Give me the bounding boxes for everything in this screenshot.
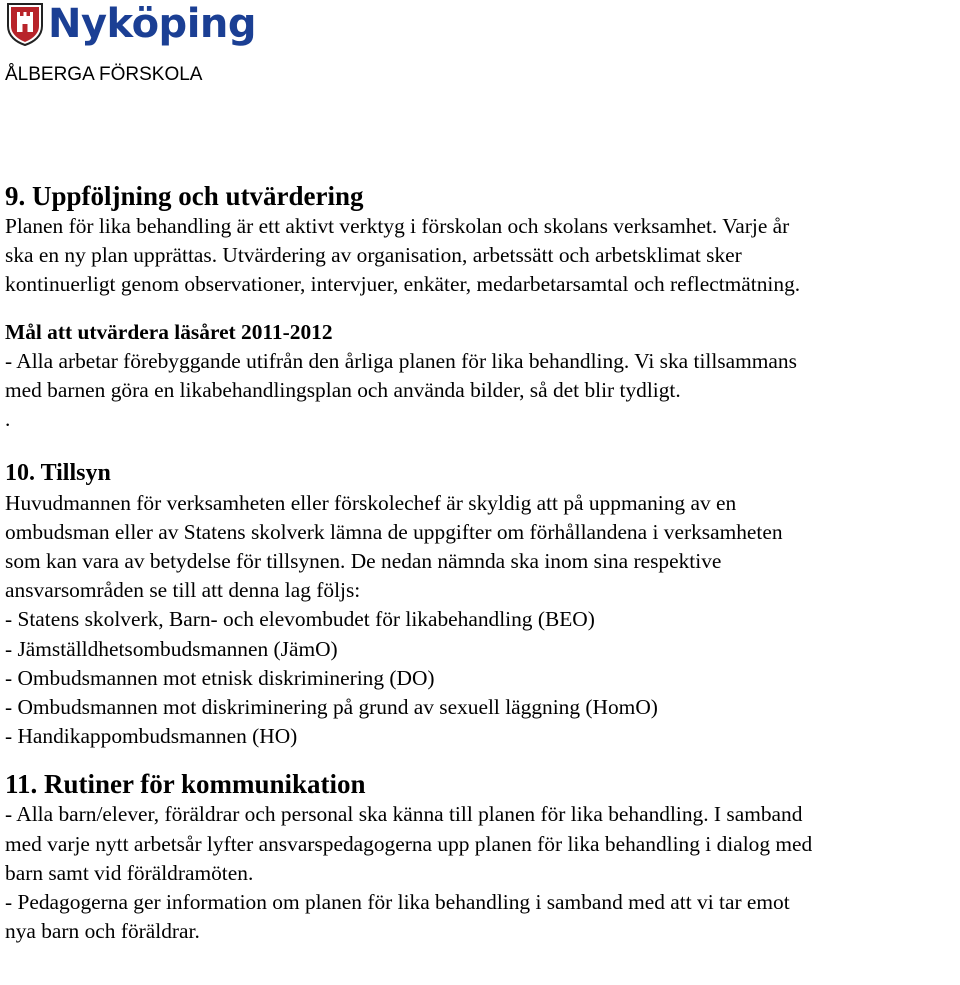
paragraph-line: barn samt vid föräldramöten. <box>5 860 254 885</box>
paragraph-line: kontinuerligt genom observationer, intervjuer, enkäter, medarbetarsamtal och reflectmätning. <box>5 272 801 297</box>
list-item: - Ombudsmannen mot diskriminering på grund av sexuell läggning (HomO) <box>5 695 658 720</box>
paragraph-line: ombudsman eller av Statens skolverk lämna de uppgifter om förhållandena i verksamheten <box>5 519 783 544</box>
paragraph-line: Huvudmannen för verksamheten eller förskolechef är skyldig att på uppmaning av en <box>5 490 737 515</box>
paragraph-line: - Pedagogerna ger information om planen för lika behandling i samband med att vi tar emot <box>5 890 790 915</box>
section-10-heading: 10. Tillsyn <box>5 460 111 487</box>
paragraph-line: - Alla barn/elever, föräldrar och personal ska känna till planen för lika behandling. I samband <box>5 802 803 827</box>
school-name: ÅLBERGA FÖRSKOLA <box>5 64 203 85</box>
paragraph-line: . <box>5 407 11 432</box>
spacer <box>5 751 960 768</box>
document-body <box>5 180 960 946</box>
paragraph-line: - Alla arbetar förebyggande utifrån den årliga planen för lika behandling. Vi ska tillsammans <box>5 348 797 373</box>
paragraph-line: med varje nytt arbetsår lyfter ansvarspedagogerna upp planen för lika behandling i dialog med <box>5 831 813 856</box>
paragraph-line: med barnen göra en likabehandlingsplan och använda bilder, så det blir tydligt. <box>5 378 681 403</box>
paragraph-line: som kan vara av betydelse för tillsynen. De nedan nämnda ska inom sina respektive <box>5 549 722 574</box>
brand-name: Nyköping <box>48 1 257 47</box>
goal-heading: Mål att utvärdera läsåret 2011-2012 <box>5 319 333 344</box>
spacer <box>5 434 960 459</box>
list-item: - Handikappombudsmannen (HO) <box>5 724 298 749</box>
section-9-heading: 9. Uppföljning och utvärdering <box>5 181 364 211</box>
document-header <box>0 0 960 100</box>
list-item: - Ombudsmannen mot etnisk diskriminering (DO) <box>5 665 435 690</box>
spacer <box>5 300 960 318</box>
list-item: - Statens skolverk, Barn- och elevombudet för likabehandling (BEO) <box>5 607 595 632</box>
paragraph-line: Planen för lika behandling är ett aktivt verktyg i förskolan och skolans verksamhet. Varje år <box>5 214 790 238</box>
paragraph-line: ska en ny plan upprättas. Utvärdering av organisation, arbetssätt och arbetsklimat sker <box>5 243 742 268</box>
paragraph-line: nya barn och föräldrar. <box>5 919 200 944</box>
section-11-heading: 11. Rutiner för kommunikation <box>5 769 366 800</box>
list-item: - Jämställdhetsombudsmannen (JämO) <box>5 636 338 661</box>
paragraph-line: ansvarsområden se till att denna lag följs: <box>5 578 361 603</box>
coat-of-arms-icon <box>6 2 44 46</box>
